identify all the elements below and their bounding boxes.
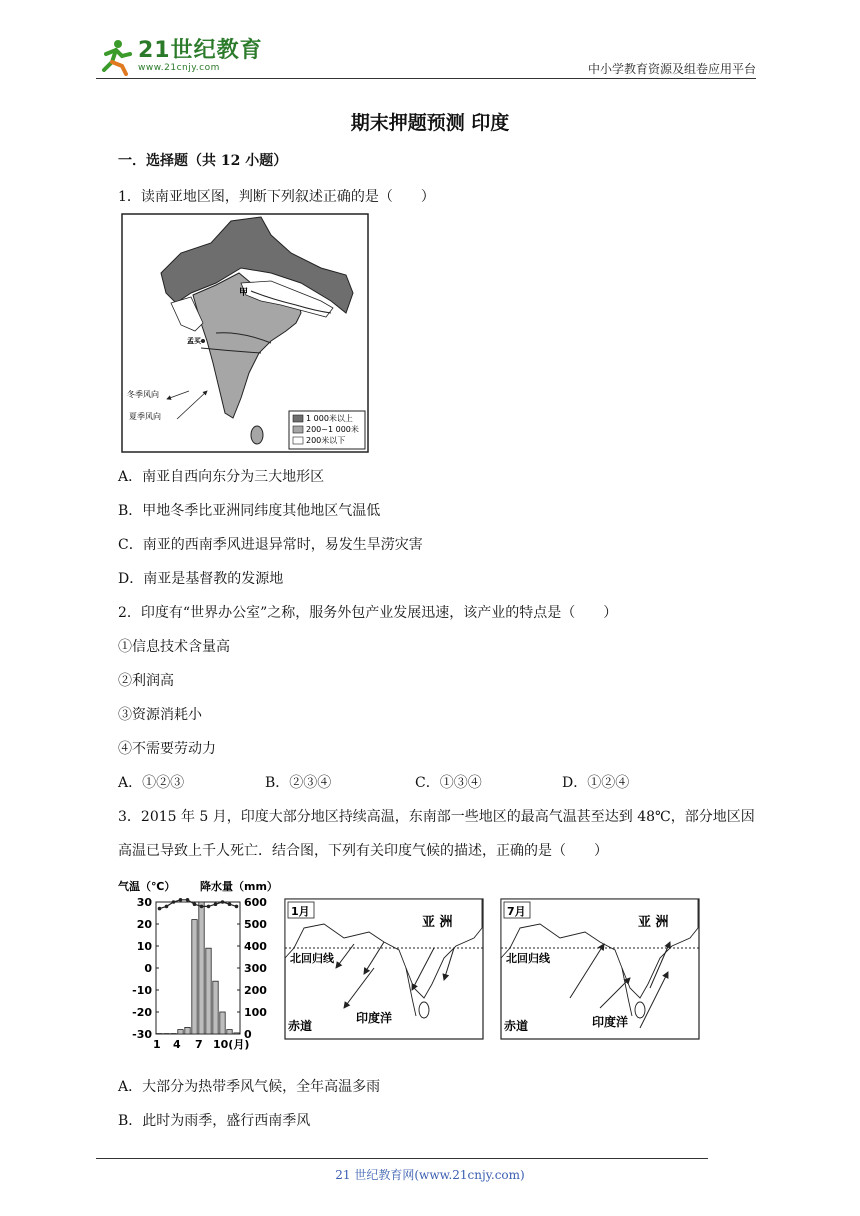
q2-choice-d[interactable]: D．①②④ bbox=[562, 775, 630, 791]
precip-bar bbox=[234, 1033, 239, 1034]
temperature-point bbox=[207, 905, 211, 909]
q2-item-3: ③资源消耗小 bbox=[118, 707, 202, 723]
q2-choice-c[interactable]: C．①③④ bbox=[415, 775, 482, 791]
temperature-point bbox=[193, 902, 197, 906]
q2-item-1: ①信息技术含量高 bbox=[118, 639, 230, 655]
temperature-point bbox=[200, 905, 204, 909]
header-divider bbox=[96, 78, 756, 79]
legend-item-high: 1 000米以上 bbox=[306, 414, 353, 423]
q3-option-a[interactable]: A．大部分为热带季风气候，全年高温多雨 bbox=[118, 1079, 381, 1095]
q2-item-4: ④不需要劳动力 bbox=[118, 741, 216, 757]
jan-equator-label: 赤道 bbox=[288, 1019, 313, 1033]
x-tick-7: 7 bbox=[195, 1038, 203, 1051]
precip-tick-label: 400 bbox=[244, 940, 267, 953]
map-label-mumbai: 孟买 bbox=[187, 337, 201, 345]
x-tick-1: 1 bbox=[153, 1038, 161, 1051]
precip-bar bbox=[192, 920, 197, 1034]
temperature-line bbox=[160, 900, 237, 909]
jul-asia-label: 亚 洲 bbox=[638, 915, 669, 930]
temp-tick-label: 30 bbox=[136, 896, 152, 909]
temp-axis-title: 气温（℃） bbox=[118, 880, 176, 893]
precip-bar bbox=[199, 902, 204, 1034]
jul-equator-label: 赤道 bbox=[504, 1019, 529, 1033]
q1-option-a[interactable]: A．南亚自西向东分为三大地形区 bbox=[118, 469, 325, 485]
temperature-point bbox=[179, 898, 183, 902]
map-label-jia: 甲 bbox=[239, 288, 249, 298]
jan-tropic-label: 北回归线 bbox=[290, 952, 334, 965]
precip-bar bbox=[220, 1012, 225, 1034]
precip-bar bbox=[185, 1027, 190, 1034]
precip-tick-label: 300 bbox=[244, 962, 267, 975]
summer-wind-label: 夏季风向 bbox=[129, 412, 161, 421]
legend-item-low: 200米以下 bbox=[306, 436, 346, 445]
q1-option-c[interactable]: C．南亚的西南季风进退异常时，易发生旱涝灾害 bbox=[118, 537, 423, 553]
question-1-stem: 1．读南亚地区图，判断下列叙述正确的是（ ） bbox=[118, 189, 435, 205]
temperature-point bbox=[214, 902, 218, 906]
logo-main-text: 21世纪教育 bbox=[138, 38, 263, 63]
precip-tick-label: 0 bbox=[244, 1028, 252, 1041]
legend-item-mid: 200~1 000米 bbox=[306, 425, 359, 434]
precip-tick-label: 200 bbox=[244, 984, 267, 997]
question-2-stem: 2．印度有“世界办公室”之称，服务外包产业发展迅速，该产业的特点是（ ） bbox=[118, 605, 618, 621]
january-wind-map bbox=[284, 898, 484, 1040]
temperature-point bbox=[165, 905, 169, 909]
climate-chart bbox=[116, 874, 286, 1054]
temp-tick-label: -30 bbox=[132, 1028, 152, 1041]
jul-ocean-label: 印度洋 bbox=[592, 1015, 629, 1029]
site-logo bbox=[96, 36, 263, 76]
logo-url-text: www.21cnjy.com bbox=[138, 63, 220, 73]
temperature-point bbox=[221, 900, 225, 904]
precip-tick-label: 600 bbox=[244, 896, 267, 909]
footer-divider bbox=[96, 1158, 708, 1159]
temperature-point bbox=[228, 902, 232, 906]
q2-choice-a[interactable]: A．①②③ bbox=[118, 775, 185, 791]
temperature-point bbox=[158, 907, 162, 911]
jan-asia-label: 亚 洲 bbox=[422, 915, 453, 930]
header-platform-text: 中小学教育资源及组卷应用平台 bbox=[587, 62, 756, 76]
q1-option-d[interactable]: D．南亚是基督教的发源地 bbox=[118, 571, 284, 587]
temperature-point bbox=[172, 900, 176, 904]
q1-option-b[interactable]: B．甲地冬季比亚洲同纬度其他地区气温低 bbox=[118, 503, 381, 519]
section-heading: 一．选择题（共 12 小题） bbox=[118, 153, 288, 169]
precip-tick-label: 100 bbox=[244, 1006, 267, 1019]
map-legend bbox=[289, 411, 365, 449]
precip-bar bbox=[206, 948, 211, 1034]
temp-tick-label: 10 bbox=[136, 940, 152, 953]
mumbai-dot bbox=[201, 339, 205, 343]
precip-tick-label: 500 bbox=[244, 918, 267, 931]
footer-link[interactable]: 21 世纪教育网(www.21cnjy.com) bbox=[335, 1168, 525, 1182]
temperature-point bbox=[186, 898, 190, 902]
jul-tropic-label: 北回归线 bbox=[506, 952, 550, 965]
south-asia-map bbox=[121, 213, 369, 453]
temperature-point bbox=[235, 905, 239, 909]
q3-option-b[interactable]: B．此时为雨季，盛行西南季风 bbox=[118, 1113, 311, 1129]
q2-choice-b[interactable]: B．②③④ bbox=[265, 775, 332, 791]
winter-wind-label: 冬季风向 bbox=[127, 390, 159, 399]
precip-bar bbox=[227, 1030, 232, 1034]
july-wind-map bbox=[500, 898, 700, 1040]
runner-logo-icon bbox=[96, 36, 136, 76]
temp-tick-label: -20 bbox=[132, 1006, 152, 1019]
jul-month-label: 7月 bbox=[507, 905, 526, 918]
page-title: 期末押题预测 印度 bbox=[350, 112, 510, 134]
temp-tick-label: 20 bbox=[136, 918, 152, 931]
precip-bar bbox=[213, 981, 218, 1034]
x-tick-4: 4 bbox=[173, 1038, 181, 1051]
temp-tick-label: 0 bbox=[144, 962, 152, 975]
x-tick-10-month: 10(月) bbox=[213, 1038, 250, 1051]
temp-tick-label: -10 bbox=[132, 984, 152, 997]
precip-bar bbox=[178, 1030, 183, 1034]
q2-item-2: ②利润高 bbox=[118, 673, 174, 689]
question-3-stem-line1: 3．2015 年 5 月，印度大部分地区持续高温，东南部一些地区的最高气温甚至达到 48℃，部分地区因 bbox=[118, 809, 755, 825]
question-3-stem-line2: 高温已导致上千人死亡．结合图，下列有关印度气候的描述，正确的是（ ） bbox=[118, 843, 608, 859]
jan-ocean-label: 印度洋 bbox=[356, 1011, 393, 1025]
jan-month-label: 1月 bbox=[291, 905, 310, 918]
precip-axis-title: 降水量（mm） bbox=[200, 880, 278, 893]
